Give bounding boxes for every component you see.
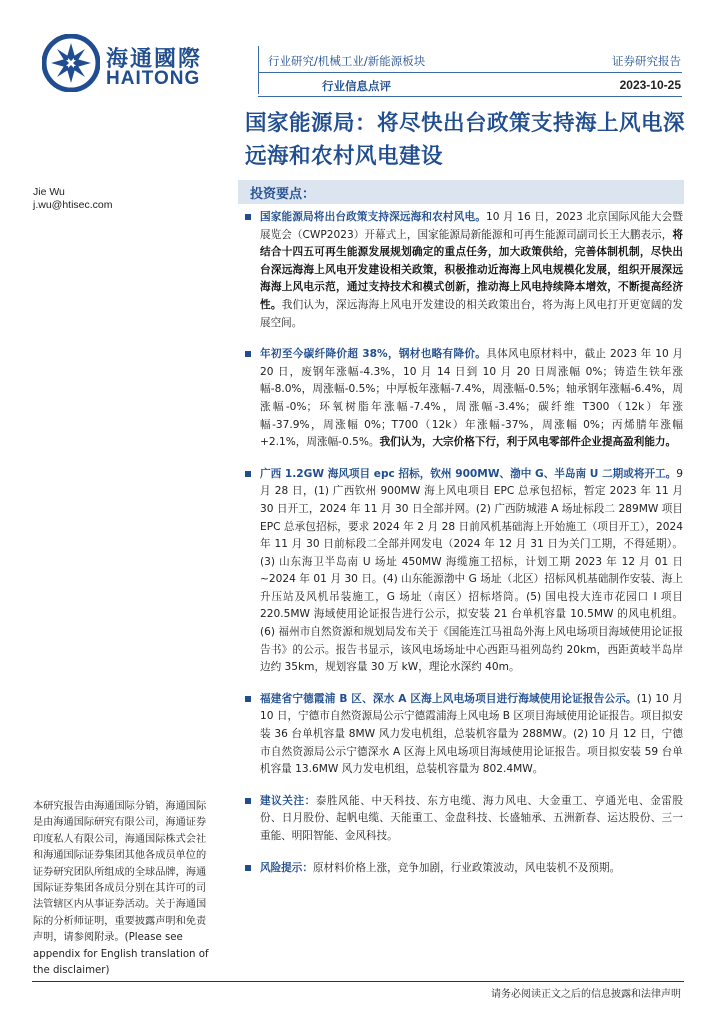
- bullet-risk: [243, 860, 683, 878]
- section-heading-text: 投资要点：: [250, 187, 316, 202]
- report-type: 行业信息点评: [322, 79, 391, 93]
- bullet-fujian: [243, 691, 683, 779]
- bullet-headline: 福建省宁德霞浦 B 区、深水 A 区海上风电场项目进行海域使用论证报告公示。: [260, 692, 637, 705]
- bullet-recommendation: [243, 793, 683, 846]
- author-name: Jie Wu: [33, 186, 65, 198]
- bullet-projects: [243, 466, 683, 677]
- bullet-headline: 风险提示：: [260, 861, 313, 874]
- author-email[interactable]: j.wu@htisec.com: [33, 199, 113, 211]
- bullet-text: 9 月 28 日，(1) 广西钦州 900MW 海上风电项目 EPC 总承包招标，暂定 2023 年 11 月 30 日开工，2024 年 11 月 30 日全部并网。(2) 广西防城港 A 场址标段二 289MW 项目 EPC 总承包招标，要求 2024 年 2 月 28 日前风机基础海上开始施工（项目开工），2024 年 11 月 30 日前标段二全部并网发电（2024 年 12 月 31 日为关门工期，不得延期）。(3) 山东海卫半岛南 U 场址 450MW 海缆施工招标，计划工期 2023 年 12 月 01 日~2024 年 01 月 30 日。(4) 山东能源渤中 G 场址（北区）招标风机基础制作安装、海上升压站及风机吊装施工，G 场址（南区）招标塔筒。(5) 国电投大连市花园口 I 项目 220.5MW 海域使用论证报告进行公示，拟安装 21 台单机容量 10.5MW 的风电机组。(6) 福州市自然资源和规划局发布关于《国能连江马祖岛外海上风电场项目海域使用论证报告书》的公示。报告书显示，该风电场场址中心西距马祖列岛约 20km，西距黄岐半岛岸边约 35km，规划容量 30 万 kW，理论水深约 40m。: [260, 467, 683, 674]
- bullet-headline: 国家能源局将出台政策支持深远海和农村风电。: [260, 211, 486, 223]
- key-points: [243, 209, 683, 877]
- bullet-text: 具体风电原材料中，截止 2023 年 10 月 20 日，废钢年涨幅-4.3%，10 月 14 日到 10 月 20 日周涨幅 0%；铸造生铁年涨幅-8.0%，周涨幅-0.5%；中厚板年涨幅-7.4%，周涨幅-0.5%；轴承钢年涨幅-6.4%，周涨幅-0%；环氧树脂年涨幅-7.4%，周涨幅-3.4%；碳纤维 T300（12k）年涨幅-37.9%，周涨幅 0%；T700（12k）年涨幅-37%，周涨幅 0%；丙烯腈年涨幅+2.1%，周涨幅-0.5%。: [260, 348, 683, 449]
- bullet-headline: 广西 1.2GW 海风项目 epc 招标，钦州 900MW、渤中 G、半岛南 U 二期或将开工。: [260, 467, 677, 480]
- report-date: 2023-10-25: [619, 78, 681, 92]
- report-category: 行业研究/机械工业/新能源板块: [268, 54, 426, 68]
- footer-notice: 请务必阅读正文之后的信息披露和法律声明: [491, 989, 681, 1000]
- bullet-text: 泰胜风能、中天科技、东方电缆、海力风电、大金重工、亨通光电、金雷股份、日月股份、起帆电缆、天能重工、金盘科技、长盛轴承、五洲新春、运达股份、三一重能、明阳智能、金风科技。: [260, 794, 684, 842]
- report-label: 证券研究报告: [612, 54, 681, 68]
- logo-chinese-name: 海通國際: [106, 47, 203, 72]
- haitong-logo-icon: [42, 34, 100, 92]
- report-title: 国家能源局：将尽快出台政策支持海上风电深远海和农村风电建设: [245, 111, 686, 169]
- author-block: [33, 186, 113, 212]
- bullet-headline: 年初至今碳纤降价超 38%，钢材也略有降价。: [260, 348, 487, 361]
- bullet-text: (1) 10 月 10 日，宁德市自然资源局公示宁德霞浦海上风电场 B 区项目海域使用论证报告。项目拟安装 36 台单机容量 8MW 风力发电机组，总装机容量为 288MW。(2) 10 月 12 日，宁德市自然资源局公示宁德深水 A 区海上风电场项目海域使用论证报告。项目拟安装 59 台单机容量 13.6MW 风力发电机组，总装机容量为 802.4MW。: [260, 692, 683, 776]
- bullet-headline: 建议关注：: [260, 794, 316, 807]
- logo-english-name: HAITONG: [106, 68, 201, 89]
- bullet-materials: [243, 346, 683, 452]
- header-rule-top: [258, 72, 682, 73]
- header-rule-bottom: [258, 96, 682, 97]
- haitong-logo: [42, 34, 212, 94]
- bullet-text: 原材料价格上涨，竞争加剧，行业政策波动，风电装机不及预期。: [312, 861, 621, 874]
- bullet-emphasis: 我们认为，大宗价格下行，利于风电零部件企业提高盈利能力。: [379, 436, 677, 449]
- footer-rule: [32, 981, 684, 982]
- bullet-emphasis: 将结合十四五可再生能源发展规划确定的重点任务，加大政策供给，完善体制机制，尽快出台深远海海上风电开发建设相关政策，积极推动近海海上风电规模化发展，组织开展深远海海上风电示范，通过支持技术和模式创新，推动海上风电持续降本增效，不断提高经济性。: [260, 228, 683, 311]
- disclaimer: 本研究报告由海通国际分销，海通国际是由海通国际研究有限公司，海通证券印度私人有限公司，海通国际株式会社和海通国际证券集团其他各成员单位的证券研究团队所组成的全球品牌，海通国际证券集团各成员分别在其许可的司法管辖区内从事证券活动。关于海通国际的分析师证明，重要披露声明和免责声明，请参阅附录。(Please see appendix for English translation of the disclaimer): [33, 801, 209, 977]
- bullet-text: 10 月 16 日，2023 北京国际风能大会暨展览会（CWP2023）开幕式上，国家能源局新能源和可再生能源司副司长王大鹏表示，: [260, 211, 684, 241]
- bullet-text: 我们认为，深远海海上风电开发建设的相关政策出台，将为海上风电打开更宽阔的发展空间。: [260, 298, 684, 329]
- bullet-policy: [243, 209, 683, 332]
- section-heading: [238, 180, 684, 204]
- report-header: [0, 0, 724, 100]
- header-divider: [258, 46, 259, 94]
